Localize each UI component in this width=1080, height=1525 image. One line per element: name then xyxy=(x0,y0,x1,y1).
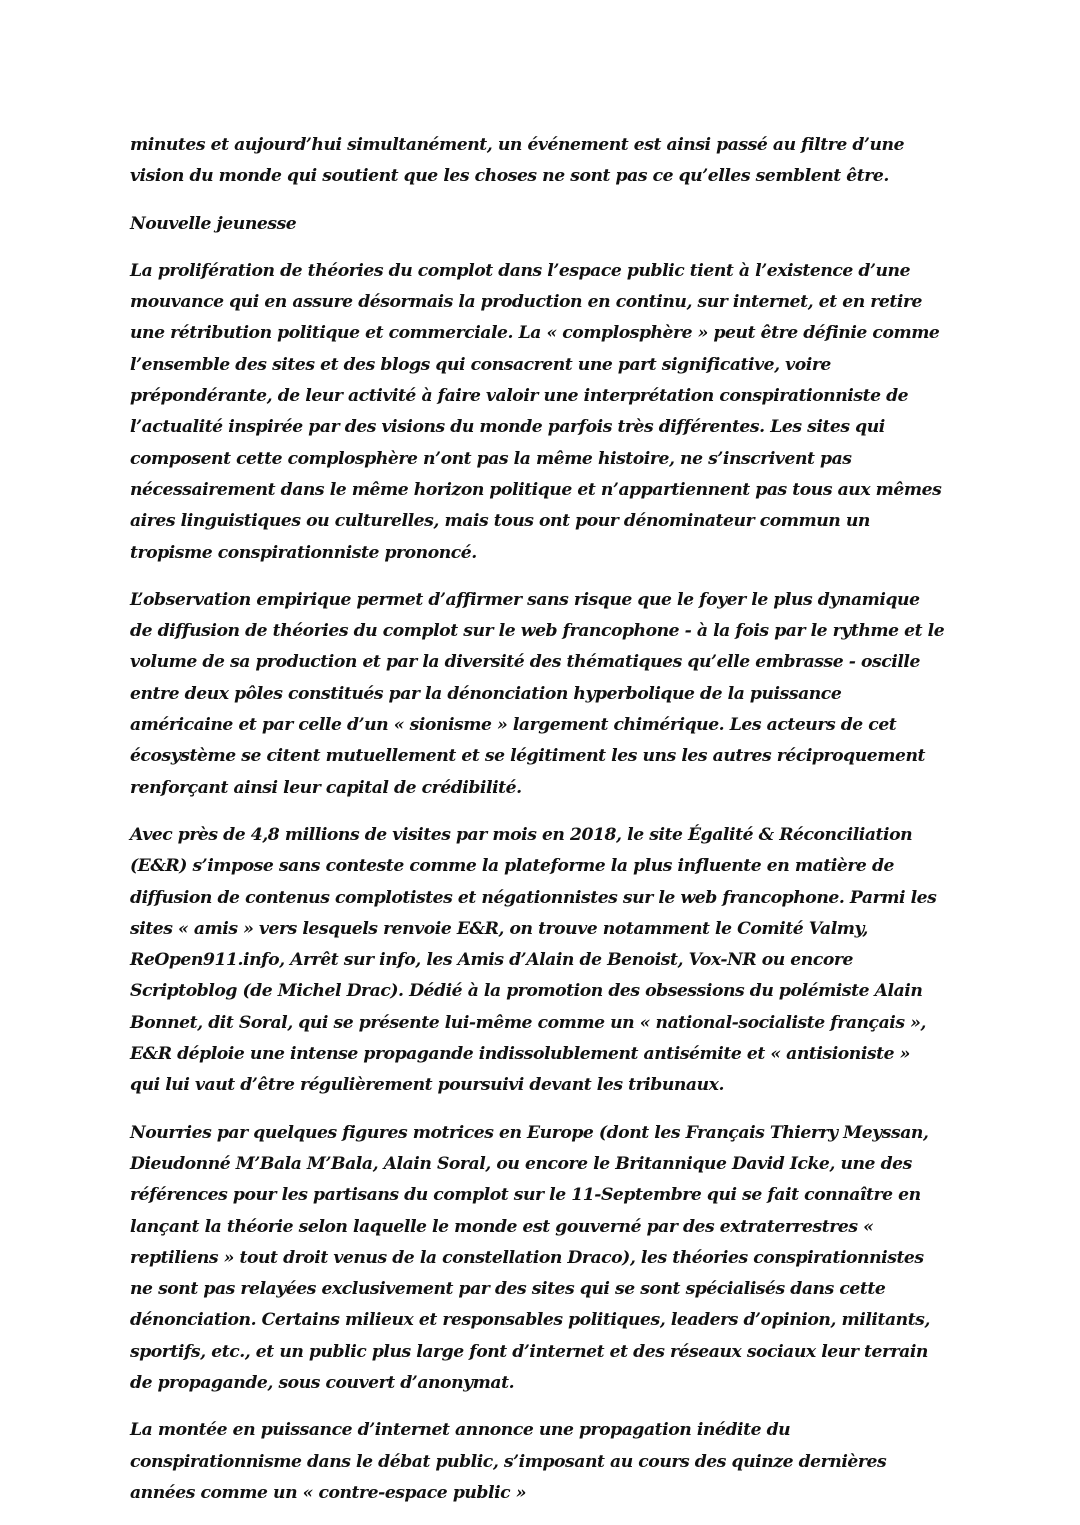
intro-paragraph: minutes et aujourd’hui simultanément, un événement est ainsi passé au filtre d’une vision du monde qui soutient que les choses ne sont pas ce qu’elles semblent être. xyxy=(130,135,905,187)
paragraph-figures-motrices: Nourries par quelques figures motrices en Europe (dont les Français Thierry Meyssan, Dieudonné M’Bala M’Bala, Alain Soral, ou encore le Britannique David Icke, une des références pour les partisans du complot sur le 11-Septembre qui se fait connaître en lançant la théorie selon laquelle le monde est gouverné par des extraterrestres « reptiliens » tout droit venus de la constellation Draco), les théories conspirationnistes ne sont pas relayées exclusivement par des sites qui se sont spécialisés dans cette dénonciation. Certains milieux et responsables politiques, leaders d’opinion, militants, sportifs, etc., et un public plus large font d’internet et des réseaux sociaux leur terrain de propagande, sous couvert d’anonymat. xyxy=(130,1122,930,1393)
document-page xyxy=(130,130,945,1525)
paragraph-internet: La montée en puissance d’internet annonce une propagation inédite du conspirationnisme dans le débat public, s’imposant au cours des quinze dernières années comme un « contre-espace public » xyxy=(130,1420,887,1503)
paragraph-observation: L’observation empirique permet d’affirmer sans risque que le foyer le plus dynamique de diffusion de théories du complot sur le web francophone - à la fois par le rythme et le volume de sa production et par la diversité des thématiques qu’elle embrasse - oscille entre deux pôles constitués par la dénonciation hyperbolique de la puissance américaine et par celle d’un « sionisme » largement chimérique. Les acteurs de cet écosystème se citent mutuellement et se légitiment les uns les autres réciproquement renforçant ainsi leur capital de crédibilité. xyxy=(130,589,945,798)
paragraph-complosphere: La prolifération de théories du complot dans l’espace public tient à l’existence d’une mouvance qui en assure désormais la production en continu, sur internet, et en retire une rétribution politique et commerciale. La « complosphère » peut être définie comme l’ensemble des sites et des blogs qui consacrent une part significative, voire prépondérante, de leur activité à faire valoir une interprétation conspirationniste de l’actualité inspirée par des visions du monde parfois très différentes. Les sites qui composent cette complosphère n’ont pas la même histoire, ne s’inscrivent pas nécessairement dans le même horizon politique et n’appartiennent pas tous aux mêmes aires linguistiques ou culturelles, mais tous ont pour dénominateur commun un tropisme conspirationniste prononcé. xyxy=(130,260,942,563)
section-heading: Nouvelle jeunesse xyxy=(130,213,297,234)
paragraph-egalite-reconciliation: Avec près de 4,8 millions de visites par mois en 2018, le site Égalité & Réconciliation (E&R) s’impose sans conteste comme la plateforme la plus influente en matière de diffusion de contenus complotistes et négationnistes sur le web francophone. Parmi les sites « amis » vers lesquels renvoie E&R, on trouve notamment le Comité Valmy, ReOpen911.info, Arrêt sur info, les Amis d’Alain de Benoist, Vox-NR ou encore Scriptoblog (de Michel Drac). Dédié à la promotion des obsessions du polémiste Alain Bonnet, dit Soral, qui se présente lui-même comme un « national-socialiste français », E&R déploie une intense propagande indissolublement antisémite et « antisioniste » qui lui vaut d’être régulièrement poursuivi devant les tribunaux. xyxy=(130,824,937,1096)
